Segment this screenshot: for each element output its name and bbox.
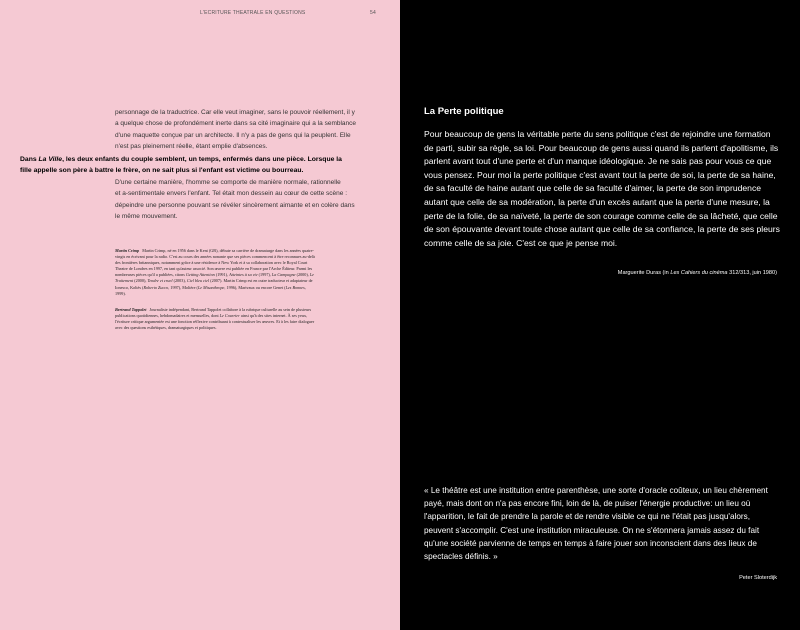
bio-bertrand-tappolet [115,307,315,331]
work-title: Les Bonnes [285,284,305,290]
bio-text: (2007). Martin Crimp est en outre traducteur et adaptateur de Ionesco, Koltès ( [115,278,313,290]
bio-text: , 1996), Marivaux ou encore Genet ( [224,284,286,290]
attribution-text: Marguerite Duras (in [617,270,671,276]
body-line: a quelque chose de profondément inerte dans sa cité imaginaire qui a la semblance [115,120,357,128]
body-paragraph-2 [115,177,377,223]
work-title: Getting Attention [185,272,215,278]
bio-text: (1997), [257,272,272,278]
publication-title: Les Cahiers du cinéma [670,270,728,276]
bold-line2: fille appelle son père à battre le frère, on ne sait plus si l'enfant est victime ou bourreau. [20,167,304,174]
work-title: La Campagne [271,272,296,278]
body-line: le même mouvement. [115,213,178,221]
work-title: Le Misanthrope [197,284,225,290]
quote-author: Peter Sloterdijk [739,575,777,581]
bio-text: Martin Crimp, né en 1956 dans le Kent (GB), débute sa carrière de dramaturge dans les années quatre-vingts en écrivant pour la radio. C'est au cours des années nonante que ses pièces commencent à être reconnues au-delà des frontières britanniques, notamment grâce à une résidence à New York et à sa collaboration avec le Royal Court Theatre de Londres en 1997, en tant qu'auteur associé. Son œuvre est publiée en France par l'Arche Éditeur. Parmi les nombreuses pièces qu'il a publiées, citons [115,248,315,278]
work-title: Le Courrier [219,312,240,318]
bio-text: (2000), [133,278,148,284]
body-line: d'une maquette conçue par un architecte. Il n'y a pas de gens qui la peuplent. Elle [115,131,351,139]
work-title: Tendre et cruel [147,278,173,284]
running-title: L'ECRITURE THEATRALE EN QUESTIONS [200,10,306,16]
body-paragraph-1 [115,107,377,153]
work-title: Atteintes à sa vie [229,272,258,278]
page-number: 54 [370,10,376,16]
play-title: La Ville [38,156,63,163]
bio-name: Martin Crimp [115,248,140,253]
bold-question [20,154,382,176]
bio-text: , 1997), Molière ( [168,284,198,290]
work-title: Roberto Zucco [143,284,169,290]
bio-text: (2000), [295,272,310,278]
bio-text: (1991), [214,272,230,278]
body-line: n'est pas pleinement réelle, étant emplie d'absences. [115,143,268,151]
bio-martin-crimp [115,248,315,297]
bio-text: Journaliste indépendant, Bertrand Tappolet collabore à la rubrique culturelle au sein de plusieurs publications quotidiennes, hebdomadaires et mensuelles, dont [115,306,312,318]
sloterdijk-quote: « Le théâtre est une institution entre parenthèse, une sorte d'oracle coûteux, un lieu chèrement payé, mais dont on n'a pas encore fini, loin de là, de puiser l'énergie productive: un lieu où l'apparition, le fait de prendre la parole et de rendre visible ce qui ne l'était pas jusqu'alors, peuvent s'accomplir. C'est une institution miraculeuse. On ne s'étonnera jamais assez du fait qu'une société parvienne de temps en temps à faire jouer son inconscient dans des lieux de spectacles définis. » [424,486,768,562]
work-title: Le Traitement [115,272,315,284]
body-line: dépeindre une personne pouvant se révéler sincèrement aimante et en colère dans [115,201,355,209]
duras-text: Pour beaucoup de gens la véritable perte du sens politique c'est de rejoindre une formation de parti, subir sa règle, sa loi. Pour beaucoup de gens aussi quand ils parlent d'apolitisme, ils parlent avant tout d'une perte et d'un manque idéologique. Je ne sais pas pour vous ce que vous pensez. Pour moi la perte politique c'est avant tout la perte de soi, la perte de sa haine, de sa faculté de haine autant que celle de sa faculté d'aimer, la perte de son imprudence autant que celle de sa modération, la perte d'un excès autant que la perte d'une mesure, la perte de la folie, de sa naïveté, la perte de son courage comme celle de sa lâcheté, que celle de son épouvante devant toute chose autant que celle de sa confiance, la perte de ses pleurs comme celle de sa joie. C'est ce que je pense moi. [424,129,780,248]
bio-name: Bertrand Tappolet [115,306,147,312]
attribution-text: 312/313, juin 1980) [727,270,777,276]
bio-text: , 1999). [115,284,306,296]
duras-attribution [618,270,777,276]
section-title: La Perte politique [424,106,504,117]
bio-text: ainsi qu'à des sites internet. À ses yeux, l'écriture critique argumentée est une fonction réflexive contribuant à contextualiser les œuvres. Et à les faire dialoguer avec des questions esthétiques, dramaturgiques et politiques. [115,312,315,331]
body-line: et a-sentimentale envers l'enfant. Tel était mon dessein au cœur de cette scène : [115,190,347,198]
body-line: personnage de la traductrice. Car elle veut imaginer, sans le pouvoir réellement, il y [115,109,355,116]
body-line: D'une certaine manière, l'homme se comporte de manière normale, rationnelle [115,179,341,186]
author-bios [115,248,315,341]
bold-pre: Dans [20,156,39,163]
bio-text: (2003), [172,278,187,284]
work-title: Ciel bleu ciel [186,278,210,284]
bold-line1-rest: , les deux enfants du couple semblent, un temps, enfermés dans une pièce. Lorsque la [62,156,342,163]
